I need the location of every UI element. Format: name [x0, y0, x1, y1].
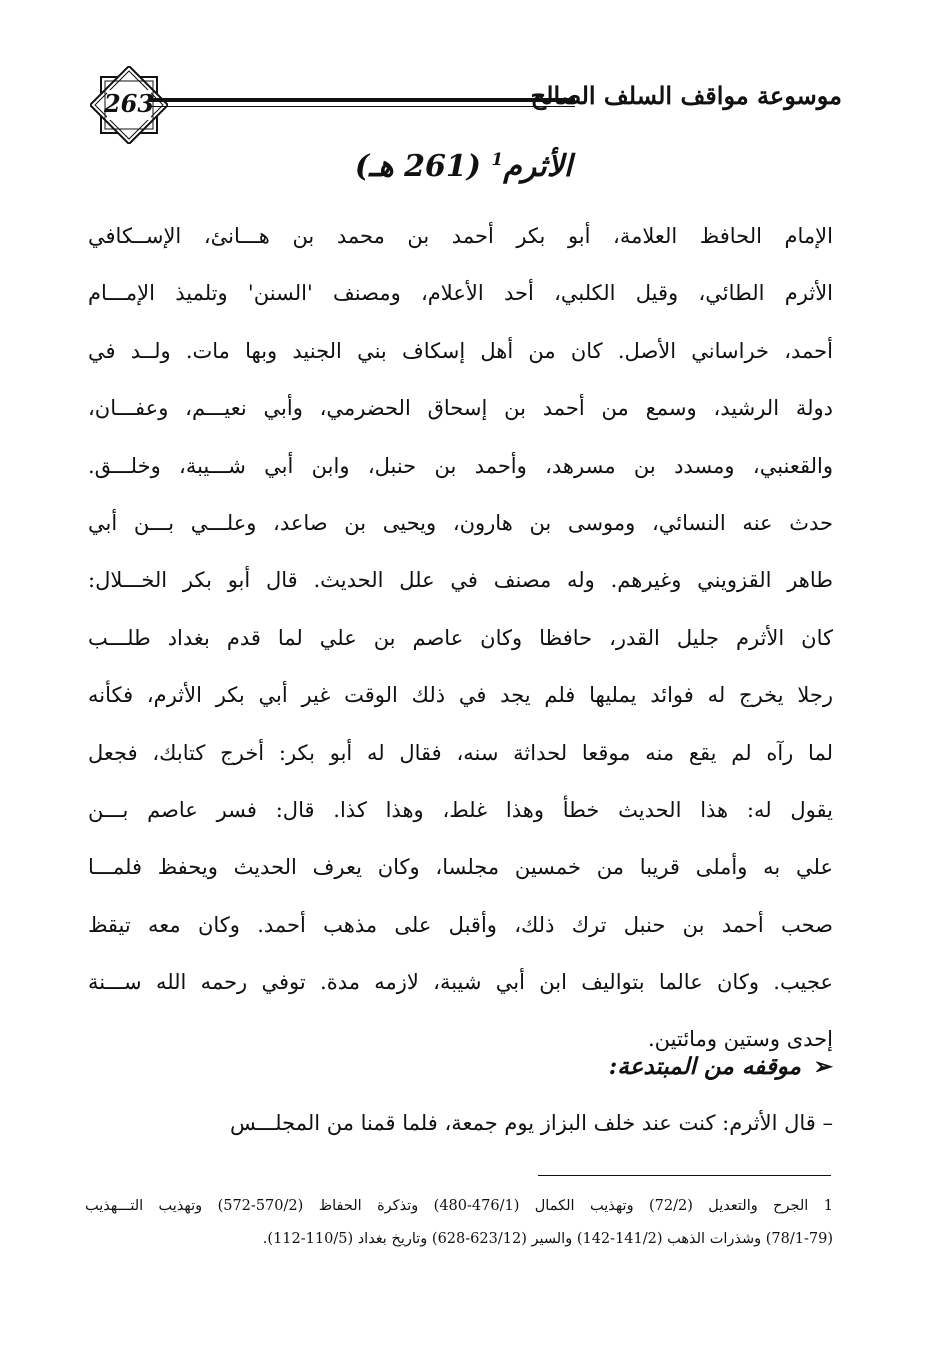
body-line: عجيب. وكان عالما بتواليف ابن أبي شيبة، لازمه مدة. توفي رحمه الله ســـنة: [88, 970, 833, 995]
footnote-line: 1 الجرح والتعديل (72/2) وتهذيب الكمال (476/1-480) وتذكرة الحفاظ (570/2-572) وتهذيب التـــهذيب: [85, 1198, 833, 1214]
body-line: دولة الرشيد، وسمع من أحمد بن إسحاق الحضرمي، وأبي نعيـــم، وعفـــان،: [88, 396, 833, 421]
body-line: صحب أحمد بن حنبل ترك ذلك، وأقبل على مذهب أحمد. وكان معه تيقظ: [88, 912, 833, 937]
body-line: والقعنبي، ومسدد بن مسرهد، وأحمد بن حنبل، وابن أبي شـــيبة، وخلـــق.: [88, 453, 833, 478]
footnote-reference: 1: [491, 150, 504, 170]
page-number: 263: [103, 89, 155, 118]
arrow-bullet-icon: ➢: [813, 1053, 833, 1080]
header-rule-thick: [150, 98, 575, 102]
section-heading: [88, 1041, 833, 1093]
body-line: لما رآه لم يقع منه موقعا لحداثة سنه، فقال له أبو بكر: أخرج كتابك، فجعل: [88, 740, 833, 765]
body-line: رجلا يخرج له فوائد يمليها فلم يجد في ذلك الوقت غير أبي بكر الأثرم، فكأنه: [88, 683, 833, 708]
footnote-separator: [538, 1175, 831, 1176]
body-line: كان الأثرم جليل القدر، حافظا وكان عاصم بن علي لما قدم بغداد طلـــب: [88, 625, 833, 650]
body-line: أحمد، خراساني الأصل. كان من أهل إسكاف بني الجنيد وبها مات. ولــد في: [88, 338, 833, 363]
chapter-title: [200, 140, 727, 194]
section-heading-text: موقفه من المبتدعة:: [608, 1053, 801, 1080]
body-line: الإمام الحافظ العلامة، أبو بكر أحمد بن محمد بن هـــانئ، الإســكافي: [88, 224, 833, 248]
body-line: علي به وأملى قريبا من خمسين مجلسا، وكان يعرف الحديث ويحفظ فلمـــا: [88, 855, 833, 880]
body-line: طاهر القزويني وغيرهم. وله مصنف في علل الحديث. قال أبو بكر الخـــلال:: [88, 568, 833, 593]
biography-paragraph: [88, 208, 833, 1069]
chapter-title-name: الأثرم: [503, 149, 573, 184]
body-line: يقول له: هذا الحديث خطأ وهذا غلط، وهذا كذا. قال: فسر عاصم بـــن: [88, 797, 833, 822]
footnotes: [85, 1190, 833, 1256]
header-rule-thin: [150, 106, 575, 107]
body-line: إحدى وستين ومائتين.: [648, 1027, 833, 1052]
body-line: حدث عنه النسائي، وموسى بن هارون، ويحيى بن صاعد، وعلـــي بـــن أبي: [88, 510, 833, 535]
body-line: الأثرم الطائي، وقيل الكلبي، أحد الأعلام، ومصنف 'السنن' وتلميذ الإمـــام: [88, 281, 833, 306]
footnote-line: (78/1-79) وشذرات الذهب (141/2-142) والسير (623/12-628) وتاريخ بغداد (110/5-112).: [262, 1231, 833, 1247]
chapter-title-date: (261 هـ): [354, 149, 481, 184]
quote-line: – قال الأثرم: كنت عند خلف البزاز يوم جمعة، فلما قمنا من المجلـــس: [229, 1111, 833, 1135]
running-header-title: موسوعة مواقف السلف الصالح: [530, 81, 842, 110]
